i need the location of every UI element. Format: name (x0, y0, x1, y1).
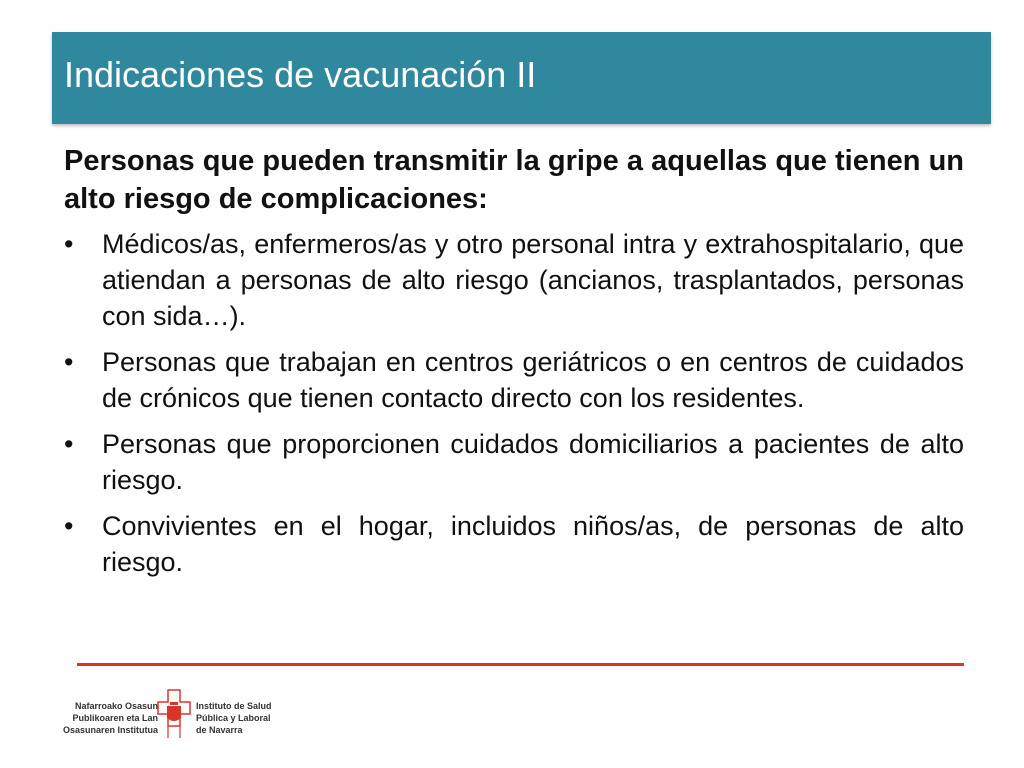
divider-rule (77, 663, 964, 666)
bullet-list (64, 226, 964, 580)
bullet-text: Convivientes en el hogar, incluidos niños/as, de personas de alto riesgo. (102, 511, 964, 577)
slide-title: Indicaciones de vacunación II (64, 54, 537, 95)
list-item (64, 344, 964, 416)
bullet-text: Personas que trabajan en centros geriátricos o en centros de cuidados de crónicos que tienen contacto directo con los residentes. (102, 347, 964, 413)
footer-right-line: Instituto de Salud (196, 701, 272, 711)
title-bar (52, 32, 991, 124)
slide-content (64, 142, 964, 590)
bullet-icon: • (64, 429, 74, 459)
list-item (64, 426, 964, 498)
footer-basque-name (63, 700, 158, 736)
navarra-emblem-icon (156, 688, 192, 742)
bullet-icon: • (64, 347, 74, 377)
footer-left-line: Publikoaren eta Lan (72, 713, 158, 723)
bullet-icon: • (64, 229, 74, 259)
footer-right-line: Pública y Laboral (196, 713, 271, 723)
bullet-text: Médicos/as, enfermeros/as y otro personal intra y extrahospitalario, que atiendan a personas de alto riesgo (ancianos, trasplantados, personas con sida…). (102, 229, 964, 331)
footer-left-line: Osasunaren Institutua (62, 725, 158, 735)
footer-spanish-name (196, 700, 272, 736)
footer-right-line: de Navarra (196, 725, 243, 735)
footer-left-line: Nafarroako Osasun (74, 701, 158, 711)
slide-heading: Personas que pueden transmitir la gripe a aquellas que tienen un alto riesgo de complicaciones: (64, 145, 964, 215)
bullet-icon: • (64, 511, 74, 541)
list-item (64, 226, 964, 334)
list-item (64, 508, 964, 580)
footer-logo (50, 686, 290, 746)
bullet-text: Personas que proporcionen cuidados domiciliarios a pacientes de alto riesgo. (102, 429, 964, 495)
